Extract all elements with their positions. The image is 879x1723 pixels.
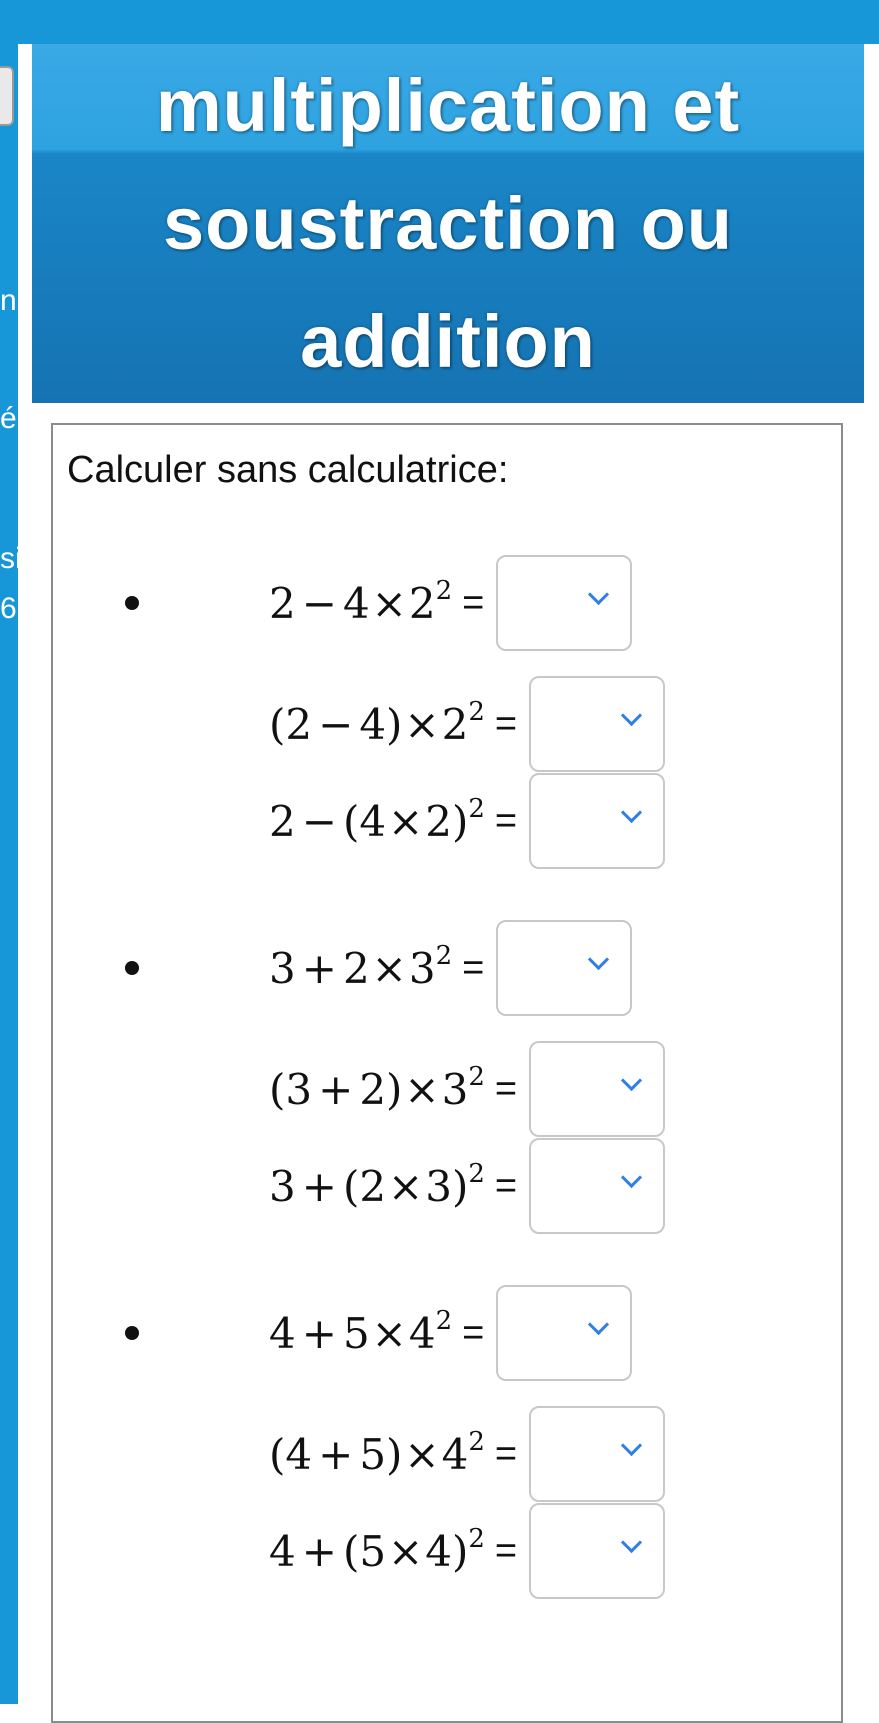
chevron-down-icon <box>588 1314 609 1335</box>
chevron-down-icon <box>621 1435 642 1456</box>
chevron-down-icon <box>588 584 609 605</box>
equals-sign: = <box>494 702 518 745</box>
side-panel-handle[interactable] <box>0 66 14 126</box>
page-title: multiplication et soustraction ou addition <box>155 63 741 383</box>
equals-sign: = <box>494 1529 518 1572</box>
list-bullet <box>125 961 139 975</box>
side-fragment: é <box>0 402 17 435</box>
math-expression: $3 + (2\times 3)^2$ <box>269 1158 485 1211</box>
equals-sign: = <box>494 1432 518 1475</box>
answer-dropdown[interactable] <box>496 1285 632 1381</box>
answer-dropdown[interactable] <box>529 1138 665 1234</box>
equals-sign: = <box>494 799 518 842</box>
equals-sign: = <box>494 1164 518 1207</box>
side-fragment: sit <box>0 542 30 575</box>
answer-dropdown[interactable] <box>529 1041 665 1137</box>
expression-row <box>269 1503 665 1599</box>
math-expression: $2 - 4\times 2^2$ <box>269 575 453 628</box>
answer-dropdown[interactable] <box>496 920 632 1016</box>
exercise-card <box>51 423 843 1723</box>
expression-row <box>269 555 632 651</box>
expression-row <box>269 676 665 772</box>
chevron-down-icon <box>621 1532 642 1553</box>
side-fragment: n <box>0 284 17 317</box>
chevron-down-icon <box>588 949 609 970</box>
math-expression: $(3 + 2)\times 3^2$ <box>269 1061 485 1114</box>
answer-dropdown[interactable] <box>529 773 665 869</box>
side-fragment: 6 <box>0 592 17 625</box>
answer-dropdown[interactable] <box>529 676 665 772</box>
math-expression: $(2 - 4)\times 2^2$ <box>269 696 485 749</box>
side-panel-edge[interactable] <box>0 44 30 1704</box>
math-expression: $2 - (4\times 2)^2$ <box>269 793 485 846</box>
chevron-down-icon <box>621 802 642 823</box>
chevron-down-icon <box>621 1070 642 1091</box>
math-expression: $4 + (5\times 4)^2$ <box>269 1523 485 1576</box>
answer-dropdown[interactable] <box>529 1406 665 1502</box>
equals-sign: = <box>494 1067 518 1110</box>
exercise-instruction: Calculer sans calculatrice: <box>67 449 509 491</box>
chevron-down-icon <box>621 705 642 726</box>
expression-row <box>269 1041 665 1137</box>
equals-sign: = <box>462 946 485 989</box>
math-expression: $4 + 5\times 4^2$ <box>269 1305 453 1358</box>
equals-sign: = <box>462 1311 485 1354</box>
expression-row <box>269 1285 632 1381</box>
answer-dropdown[interactable] <box>529 1503 665 1599</box>
expression-row <box>269 773 665 869</box>
expression-row <box>269 1138 665 1234</box>
list-bullet <box>125 596 139 610</box>
answer-dropdown[interactable] <box>496 555 632 651</box>
chevron-down-icon <box>621 1167 642 1188</box>
math-expression: $3 + 2\times 3^2$ <box>269 940 453 993</box>
equals-sign: = <box>462 581 485 624</box>
math-expression: $(4 + 5)\times 4^2$ <box>269 1426 485 1479</box>
lesson-banner <box>32 44 864 403</box>
list-bullet <box>125 1326 139 1340</box>
expression-row <box>269 1406 665 1502</box>
status-bar <box>0 0 879 44</box>
expression-row <box>269 920 632 1016</box>
